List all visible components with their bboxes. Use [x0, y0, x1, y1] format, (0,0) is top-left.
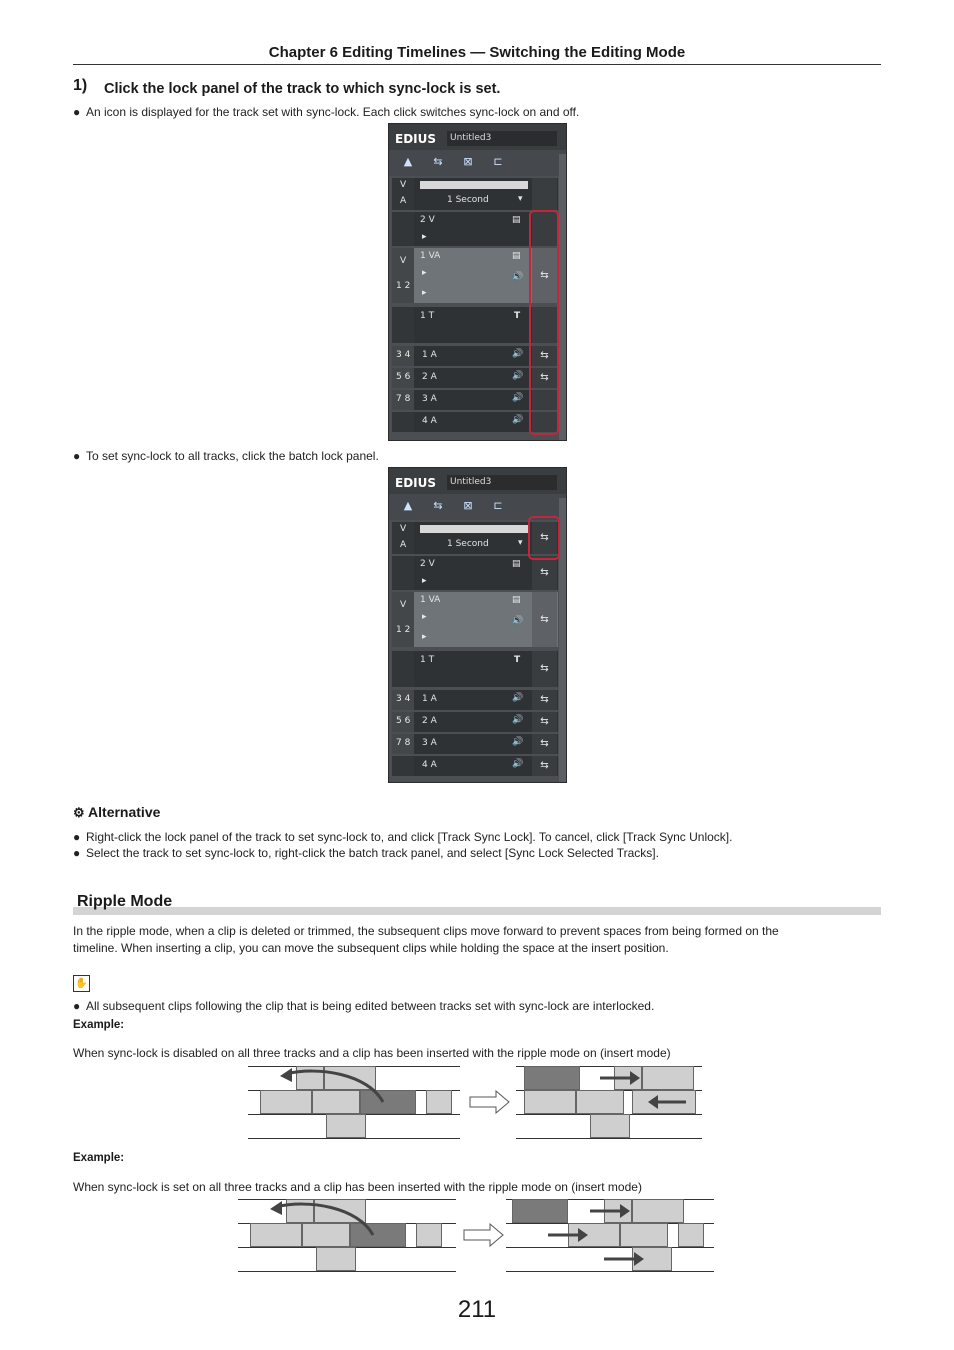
- film-icon: ▤: [512, 251, 521, 261]
- inserted-clip: [512, 1199, 568, 1223]
- highlight-batch-lock: [528, 516, 560, 560]
- track-line: [238, 1271, 456, 1272]
- section-title: Ripple Mode: [77, 893, 173, 910]
- bullet-text: An icon is displayed for the track set with sync-lock. Each click switches sync-lock on and off.: [86, 105, 580, 119]
- track-header: [392, 307, 414, 343]
- track-header: [392, 651, 414, 687]
- project-name: Untitled3: [447, 475, 557, 490]
- lock-panel[interactable]: ⇆: [532, 346, 557, 366]
- track-line: [506, 1247, 714, 1248]
- arrow-right-icon: [546, 1225, 590, 1245]
- lock-panel[interactable]: ⇆: [532, 756, 557, 776]
- speaker-icon: 🔊: [512, 371, 524, 381]
- speaker-icon: 🔊: [512, 616, 524, 626]
- header-rule: [73, 64, 881, 65]
- ripple-intro: [73, 923, 881, 957]
- track-line: [516, 1138, 702, 1139]
- track-header: [392, 592, 414, 647]
- track-line: [506, 1271, 714, 1272]
- arrow-right-icon: [598, 1068, 642, 1088]
- track-label: 4 A: [422, 760, 437, 770]
- track-label: 1 VA: [420, 595, 441, 605]
- chapter-header: Chapter 6 Editing Timelines — Switching the Editing Mode: [268, 44, 686, 61]
- track-label: 1 T: [420, 311, 435, 321]
- clip: [590, 1114, 630, 1138]
- project-name: Untitled3: [447, 131, 557, 146]
- arrow-right-icon: [602, 1249, 646, 1269]
- lock-panel[interactable]: ⇆: [532, 556, 557, 590]
- clip: [632, 1199, 684, 1223]
- overwrite-icon[interactable]: ⊠: [463, 155, 473, 168]
- expand-icon[interactable]: ▸: [422, 288, 427, 298]
- scrollbar[interactable]: [559, 154, 566, 440]
- clip: [524, 1090, 576, 1114]
- bullet-dot: ●: [73, 830, 81, 844]
- alternative-icon: ⚙: [73, 805, 85, 820]
- title-track-icon: T: [514, 655, 521, 665]
- lock-panel[interactable]: ⇆: [532, 651, 557, 687]
- speaker-icon: 🔊: [512, 693, 524, 703]
- example-label: Example:: [73, 1019, 125, 1031]
- clip: [678, 1223, 704, 1247]
- video-batch-icon: V: [400, 180, 407, 190]
- track-label: 1 VA: [420, 251, 441, 261]
- clip: [642, 1066, 694, 1090]
- track-header: [392, 734, 414, 754]
- clip: [576, 1090, 624, 1114]
- film-icon: ▤: [512, 215, 521, 225]
- track-label: 3 A: [422, 394, 437, 404]
- bullet-text: Select the track to set sync-lock to, right-click the batch track panel, and select [Sync Lock Selected Tracks].: [86, 846, 659, 860]
- clip: [620, 1223, 668, 1247]
- section-bar: [73, 907, 881, 915]
- track-3a[interactable]: [392, 734, 558, 754]
- audio-channel-label: 1 2: [396, 281, 411, 291]
- speaker-icon: 🔊: [512, 737, 524, 747]
- clip: [426, 1090, 452, 1114]
- curved-arrow-icon: [278, 1066, 388, 1106]
- toolbar: [389, 150, 566, 176]
- track-header: [392, 756, 414, 776]
- video-channel-icon: V: [400, 600, 407, 610]
- intro-line: In the ripple mode, when a clip is deleted or trimmed, the subsequent clips move forward to prevent spaces from being formed on the: [73, 924, 779, 938]
- track-label: 1 A: [422, 694, 437, 704]
- speaker-icon: 🔊: [512, 715, 524, 725]
- track-label: 4 A: [422, 416, 437, 426]
- expand-icon[interactable]: ▸: [422, 232, 427, 242]
- highlight-lock-panels: [529, 210, 559, 435]
- mode-icon[interactable]: ▲: [403, 155, 413, 168]
- expand-icon[interactable]: ▸: [422, 576, 427, 586]
- edius-track-panel-2: [388, 467, 567, 783]
- audio-channel-label: 1 2: [396, 625, 411, 635]
- track-header: [392, 212, 414, 246]
- scale-value[interactable]: 1 Second: [447, 539, 489, 549]
- track-label: 2 A: [422, 372, 437, 382]
- title-track-icon: T: [514, 311, 521, 321]
- sync-icon[interactable]: ⊏: [493, 155, 503, 168]
- track-header: [392, 690, 414, 710]
- scale-dropdown-icon[interactable]: ▾: [518, 538, 523, 548]
- hollow-arrow-icon: [468, 1090, 512, 1114]
- film-icon: ▤: [512, 559, 521, 569]
- track-line: [248, 1138, 460, 1139]
- track-header: [392, 248, 414, 303]
- note-icon: ✋: [73, 975, 90, 992]
- step-number: 1): [73, 77, 88, 94]
- inserted-clip: [524, 1066, 580, 1090]
- track-label: 2 V: [420, 215, 435, 225]
- bullet-dot: ●: [73, 999, 81, 1013]
- mode-icon[interactable]: ▲: [403, 499, 413, 512]
- scrollbar[interactable]: [559, 498, 566, 782]
- clip: [326, 1114, 366, 1138]
- track-label: 1 A: [422, 350, 437, 360]
- bullet-dot: ●: [73, 846, 81, 860]
- track-header: [392, 412, 414, 432]
- audio-channel-label: 7 8: [396, 738, 411, 748]
- zoom-slider[interactable]: [420, 525, 528, 533]
- video-channel-icon: V: [400, 256, 407, 266]
- title-bar: [389, 124, 566, 150]
- intro-line: timeline. When inserting a clip, you can move the subsequent clips while holding the space at the insert position.: [73, 941, 669, 955]
- audio-channel-label: 7 8: [396, 394, 411, 404]
- expand-icon[interactable]: ▸: [422, 632, 427, 642]
- track-header: [392, 346, 414, 366]
- speaker-icon: 🔊: [512, 759, 524, 769]
- edius-track-panel-1: [388, 123, 567, 441]
- scale-value[interactable]: 1 Second: [447, 195, 489, 205]
- film-icon: ▤: [512, 595, 521, 605]
- lock-panel[interactable]: ⇆: [532, 248, 557, 303]
- lock-panel[interactable]: ⇆: [532, 734, 557, 754]
- track-header: [392, 368, 414, 388]
- bullet-text: To set sync-lock to all tracks, click the batch lock panel.: [86, 449, 379, 463]
- ripple-diagram-2: [238, 1199, 718, 1275]
- expand-icon[interactable]: ▸: [422, 268, 427, 278]
- audio-channel-label: 5 6: [396, 716, 411, 726]
- expand-icon[interactable]: ▸: [422, 612, 427, 622]
- lock-panel[interactable]: ⇆: [532, 592, 557, 647]
- edius-logo: EDIUS: [395, 476, 437, 490]
- alternative-heading: [73, 804, 160, 821]
- ripple-icon[interactable]: ⇆: [433, 499, 443, 512]
- sync-icon[interactable]: ⊏: [493, 499, 503, 512]
- speaker-icon: 🔊: [512, 393, 524, 403]
- bullet-dot: ●: [73, 449, 81, 463]
- track-header: [392, 390, 414, 410]
- step-text: Click the lock panel of the track to which sync-lock is set.: [104, 81, 501, 97]
- batch-header[interactable]: [392, 178, 414, 210]
- bullet-dot: ●: [73, 105, 81, 119]
- example-2-text: When sync-lock is set on all three tracks and a clip has been inserted with the ripple mode on (insert mode): [73, 1180, 642, 1194]
- speaker-icon: 🔊: [512, 349, 524, 359]
- example-label: Example:: [73, 1152, 125, 1164]
- lock-panel[interactable]: ⇆: [532, 368, 557, 388]
- audio-channel-label: 3 4: [396, 694, 411, 704]
- speaker-icon: 🔊: [512, 415, 524, 425]
- track-1va[interactable]: [392, 592, 558, 647]
- overwrite-icon[interactable]: ⊠: [463, 499, 473, 512]
- track-1t[interactable]: [392, 651, 558, 687]
- lock-panel[interactable]: ⇆: [532, 712, 557, 732]
- track-2a[interactable]: [392, 712, 558, 732]
- batch-lock-panel[interactable]: ⇆: [532, 522, 557, 554]
- scale-dropdown-icon[interactable]: ▾: [518, 194, 523, 204]
- arrow-right-icon: [588, 1201, 632, 1221]
- zoom-slider[interactable]: [420, 181, 528, 189]
- ripple-icon[interactable]: ⇆: [433, 155, 443, 168]
- audio-channel-label: 3 4: [396, 350, 411, 360]
- curved-arrow-icon: [268, 1199, 378, 1239]
- audio-channel-label: 5 6: [396, 372, 411, 382]
- track-2v[interactable]: [392, 556, 558, 590]
- title-bar: [389, 468, 566, 494]
- track-1a[interactable]: [392, 690, 558, 710]
- clip: [316, 1247, 356, 1271]
- audio-batch-icon: A: [400, 540, 407, 550]
- video-batch-icon: V: [400, 524, 407, 534]
- arrow-left-icon: [646, 1092, 690, 1112]
- track-label: 3 A: [422, 738, 437, 748]
- lock-panel[interactable]: ⇆: [532, 690, 557, 710]
- track-label: 1 T: [420, 655, 435, 665]
- speaker-icon: 🔊: [512, 272, 524, 282]
- edius-logo: EDIUS: [395, 132, 437, 146]
- track-4a[interactable]: [392, 756, 558, 776]
- scale-row: [392, 178, 558, 210]
- track-label: 2 V: [420, 559, 435, 569]
- example-1-text: When sync-lock is disabled on all three tracks and a clip has been inserted with the ripple mode on (insert mode): [73, 1046, 671, 1060]
- ripple-diagram-1: [248, 1066, 708, 1142]
- track-header: [392, 712, 414, 732]
- track-header: [392, 556, 414, 590]
- bullet-text: Right-click the lock panel of the track to set sync-lock to, and click [Track Sync Lock]. To cancel, click [Track Sync Unlock].: [86, 830, 733, 844]
- hollow-arrow-icon: [462, 1223, 506, 1247]
- page-number: 211: [457, 1296, 497, 1323]
- track-label: 2 A: [422, 716, 437, 726]
- alternative-title: Alternative: [88, 804, 161, 820]
- audio-batch-icon: A: [400, 196, 407, 206]
- bullet-text: All subsequent clips following the clip that is being edited between tracks set with sync-lock are interlocked.: [86, 999, 655, 1013]
- clip: [416, 1223, 442, 1247]
- batch-header[interactable]: [392, 522, 414, 554]
- batch-lock-panel[interactable]: [532, 178, 557, 210]
